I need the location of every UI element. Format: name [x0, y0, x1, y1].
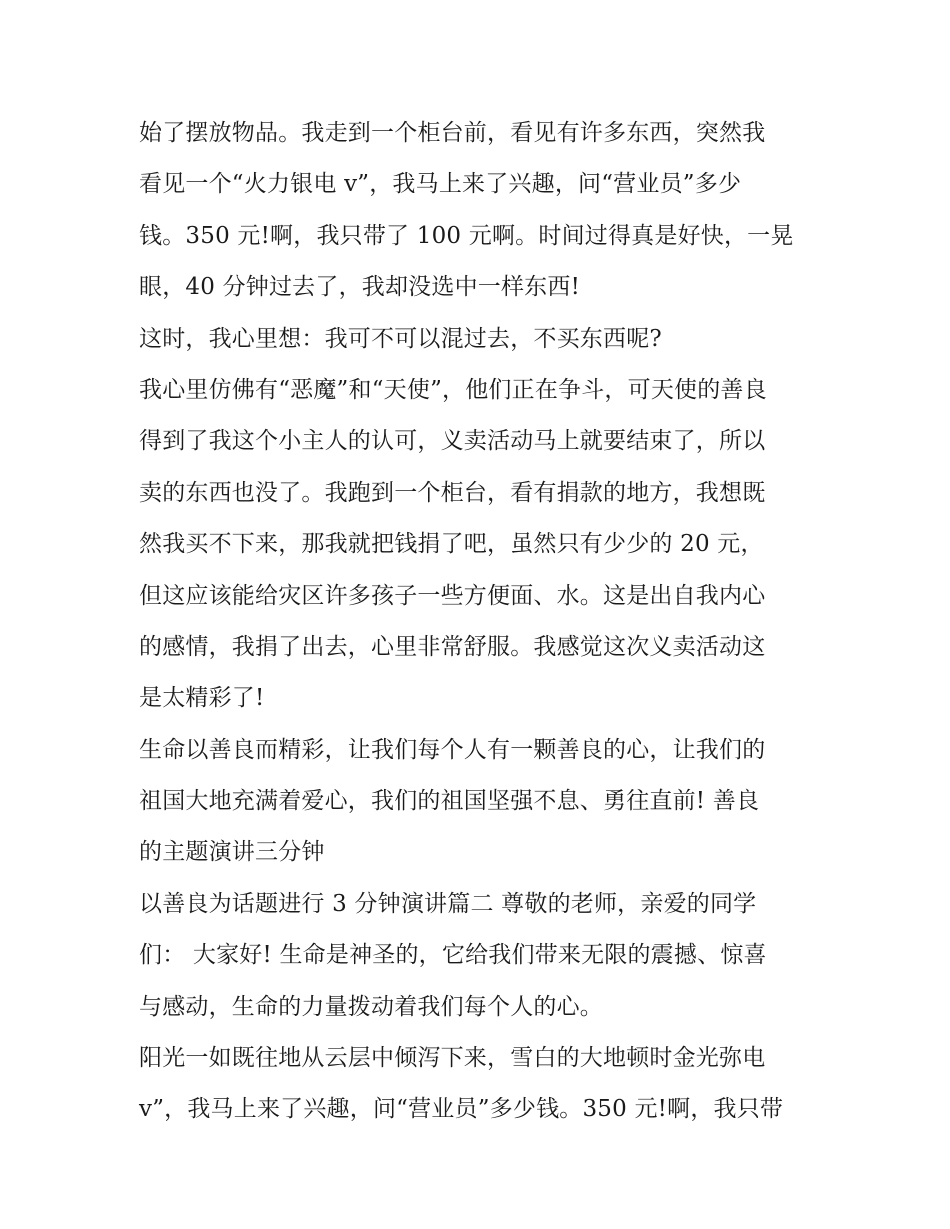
- text-line: 们： 大家好! 生命是神圣的，它给我们带来无限的震撼、惊喜: [139, 942, 767, 969]
- text-line: 这时，我心里想：我可不可以混过去，不买东西呢?: [139, 325, 662, 352]
- text-line: 阳光一如既往地从云层中倾泻下来，雪白的大地顿时金光弥电: [139, 1045, 766, 1072]
- text-line: 是太精彩了!: [139, 685, 265, 712]
- text-line: 始了摆放物品。我走到一个柜台前，看见有许多东西，突然我: [139, 120, 766, 146]
- text-line: 我心里仿佛有“恶魔”和“天使”，他们正在争斗，可天使的善良: [139, 376, 767, 403]
- body-text: [139, 108, 819, 1136]
- text-line: 祖国大地充满着爱心，我们的祖国坚强不息、勇往直前! 善良: [139, 788, 760, 815]
- text-line: 得到了我这个小主人的认可，义卖活动马上就要结束了，所以: [139, 428, 766, 455]
- text-line: 但这应该能给灾区许多孩子一些方便面、水。这是出自我内心: [139, 582, 766, 609]
- text-line: 以善良为话题进行 3 分钟演讲篇二 尊敬的老师，亲爱的同学: [139, 890, 757, 917]
- text-line: 看见一个“火力银电 v”，我马上来了兴趣，问“营业员”多少: [139, 171, 742, 198]
- text-line: 卖的东西也没了。我跑到一个柜台，看有捐款的地方，我想既: [139, 479, 766, 506]
- text-line: 然我买不下来，那我就把钱捐了吧，虽然只有少少的 20 元，: [139, 531, 764, 558]
- text-line: 眼，40 分钟过去了，我却没选中一样东西!: [139, 274, 581, 301]
- text-line: v”，我马上来了兴趣，问“营业员”多少钱。350 元!啊，我只带: [139, 1096, 784, 1123]
- text-line: 的感情，我捐了出去，心里非常舒服。我感觉这次义卖活动这: [139, 633, 766, 660]
- text-line: 与感动，生命的力量拨动着我们每个人的心。: [139, 993, 603, 1020]
- text-line: 生命以善良而精彩，让我们每个人有一颗善良的心，让我们的: [139, 736, 766, 763]
- text-line: 钱。350 元!啊，我只带了 100 元啊。时间过得真是好快，一晃: [139, 222, 794, 249]
- text-line: 的主题演讲三分钟: [139, 839, 325, 866]
